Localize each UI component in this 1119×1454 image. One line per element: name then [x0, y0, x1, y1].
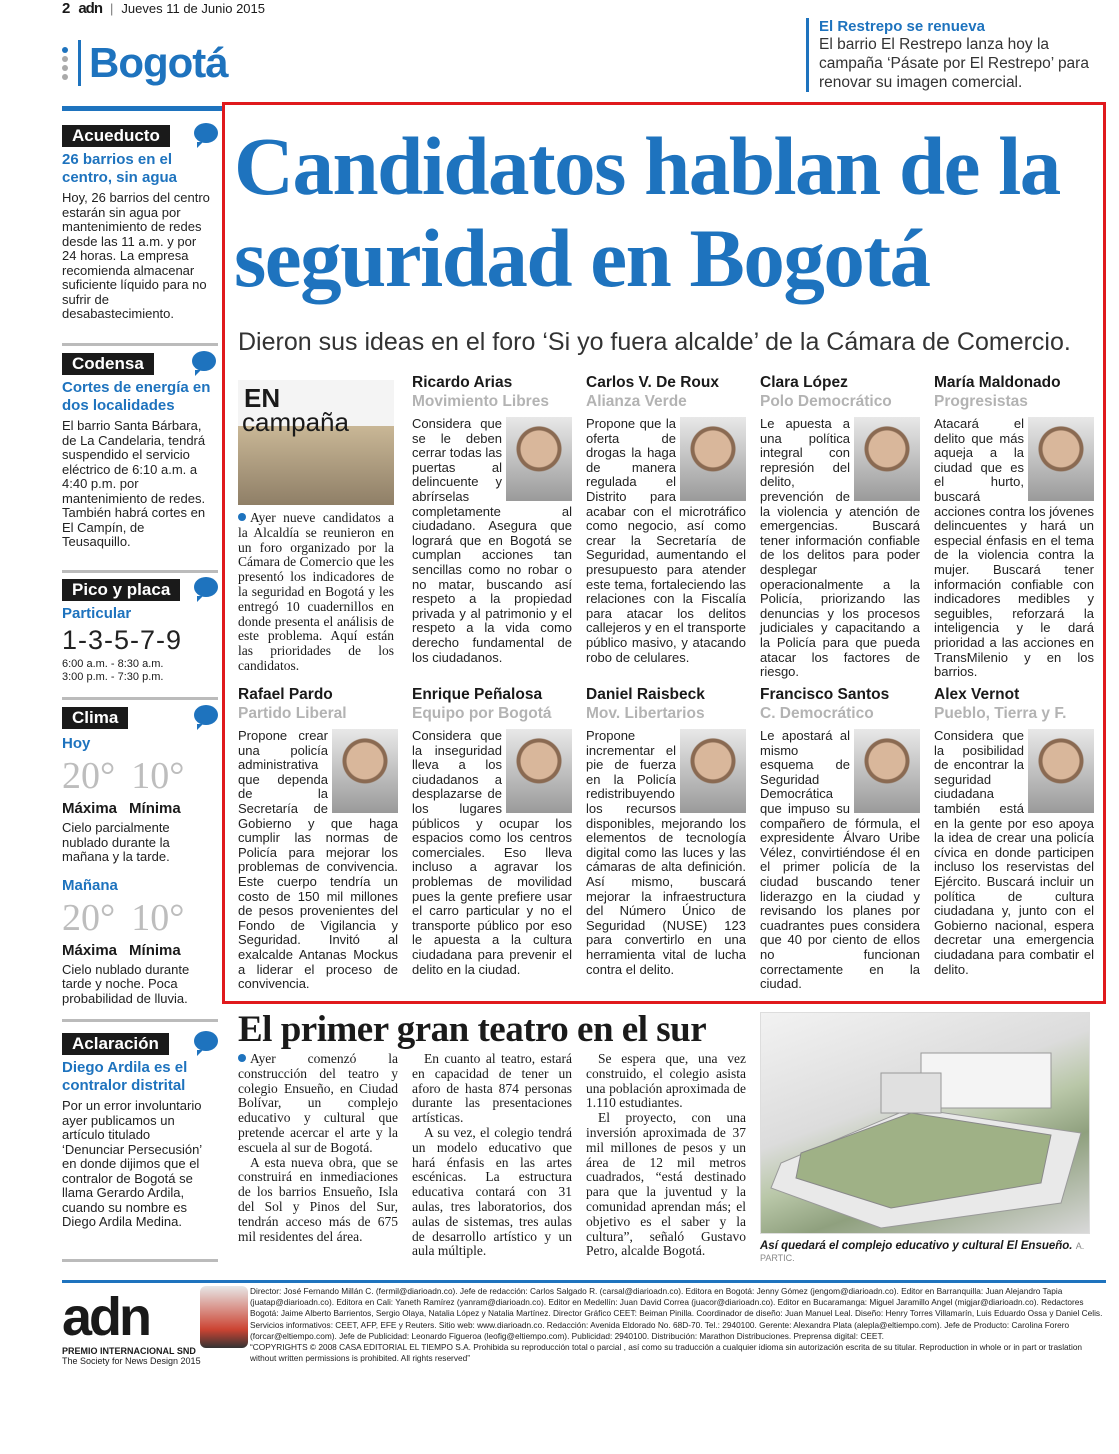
candidate-photo	[506, 729, 572, 813]
section-bar	[78, 40, 81, 86]
image-caption	[760, 1240, 1100, 1264]
subheadline: Dieron sus ideas en el foro ‘Si yo fuera alcalde’ de la Cámara de Comercio.	[238, 328, 1071, 356]
caption-text: Así quedará el complejo educativo y cultural El Ensueño.	[760, 1240, 1073, 1252]
paragraph	[238, 1052, 398, 1156]
candidate-body: Considera que la posibilidad de encontrar la seguridad ciudadana también está en la gente por eso apoya la idea de crear una policía cívica en donde participen incluso los reservistas del Ejército. Buscará incluir un política de cultura ciudadana y, junto con el Gobierno nacional, espera decretar una emergencia ciudadana para combatir el delito.	[934, 728, 1094, 977]
campana-label: campaña	[242, 407, 349, 437]
candidate-body: Le apostará al mismo esquema de Seguridad Democrática que impuso su compañero de fórmula, el expresidente Álvaro Uribe Vélez, convirtiéndose él en el primer policía de la ciudad buscando tener liderazgo en la ciudad y revisando los planes por cuadrantes pues considera que 40 por ciento de ellos no funcionan correctamente en la ciudad.	[760, 728, 920, 992]
speech-bubble-icon	[194, 123, 218, 143]
max-label: Máxima	[62, 800, 118, 817]
forecast-text: Cielo parcialmente nublado durante la mañana y la tarde.	[62, 820, 170, 864]
kicker: Cortes de energía en dos localidades	[62, 379, 211, 414]
candidate-party: Progresistas	[934, 393, 1028, 410]
candidate-body: Considera que la inseguridad lleva a los ciudadanos a desplazarse de los lugares públicos y ocupar los espacios como los centros comerciales. Eso lleva incluso a agravar los problemas de movilidad pues la gente prefiere usar el carro particular y no el transporte público por eso le apuesta a la cultura ciudadana para prevenir el delito en la ciudad.	[412, 728, 572, 977]
candidate-card	[412, 374, 572, 665]
candidate-name: María Maldonado	[934, 374, 1061, 391]
candidate-text	[760, 729, 920, 992]
teatro-column	[238, 1052, 398, 1244]
candidate-photo	[1028, 729, 1094, 813]
candidate-party: Alianza Verde	[586, 393, 687, 410]
candidate-card	[760, 686, 920, 992]
forecast-text: Cielo nublado durante tarde y noche. Poca probabilidad de lluvia.	[62, 961, 190, 1006]
candidate-body: Propone que la oferta de drogas la haga de manera regulada el Distrito para acabar con el microtráfico como negocio, así como crear la Secretaría de Seguridad, aumentando el presupuesto para atender este tema, fortaleciendo las relaciones con la Fiscalía para atacar los delitos callejeros y en el transporte público masivo, y atacando robo de celulares.	[586, 416, 746, 665]
section-dots-icon	[62, 47, 68, 80]
candidate-card	[934, 686, 1094, 977]
page-number: 2	[62, 0, 71, 17]
time-morning: 6:00 a.m. - 8:30 a.m.	[62, 658, 164, 670]
divider	[62, 343, 218, 346]
credits-text: Director: José Fernando Millán C. (fermil@diarioadn.co). Jefe de redacción: Carlos Salgado R. (carsal@diarioadn.co). Editora en Bogotá: Jenny Gómez (jengom@diarioadn.co). Editor en Barranquilla: Juan Alejandro Tapia (juatap@diarioadn.co). Editora en Cali: Yaneth Ramírez (yanram@diarioadn.co). Editor en Medellín: Juan David Correa (juacor@diarioadn.co). Editor en Bucaramanga: Miguel Jaramillo Angel (migjar@diarioadn.co). Redactores Bogotá: Jaime Alberto Barrientos, Sergio Olaya, Natalia López y Natalia Martínez. Director Gráfico CEET: Beiman Pinilla. Coordinador de diseño: Juan Manuel Leal. Diseño: Henry Torres Villamarín, Luis Eduardo Ossa y Daniel Celis. Servicios informativos: CEET, AFP, EFE y Reuters. Sitio web: www.diarioadn.co. Redacción: Avenida Eldorado No. 68D-70. Tel.: 2940100. Gerente: Alexandra Plata (alepla@eltiempo.com). Jefe de Producto: Carolina Forero (forcar@eltiempo.com). Jefe de Publicidad: Leonardo Figueroa (leofig@eltiempo.com). Publicidad: 2940100. Distribución: Marathon Distribuciones. Preprensa digital: CEET.	[250, 1286, 1103, 1341]
divider	[62, 570, 218, 573]
candidate-card	[760, 374, 920, 680]
candidate-text	[934, 729, 1094, 977]
today-temps	[62, 754, 212, 798]
plate-times	[62, 658, 212, 684]
candidate-text	[934, 417, 1094, 680]
footer-divider	[62, 1280, 1106, 1283]
candidate-card	[238, 686, 398, 992]
plate-numbers: 1-3-5-7-9	[62, 625, 183, 655]
campaign-image	[238, 380, 394, 505]
tomorrow-temps	[62, 896, 212, 940]
brief-body: El barrio Santa Bárbara, de La Candelaria, tendrá suspendido el servicio eléctrico de 6:10 a.m. a 4:40 p.m. por mantenimiento de redes. También habrá cortes en El Campín, de Teusaquillo.	[62, 418, 206, 549]
candidate-name: Carlos V. De Roux	[586, 374, 719, 391]
candidate-name: Enrique Peñalosa	[412, 686, 543, 703]
candidate-text	[586, 729, 746, 977]
candidate-body: Propone crear una policía administrativa que dependa de la Secretaría de Gobierno y que haga cumplir las normas de Policía para mejorar los problemas de convivencia. Este cuerpo tendría un costo de 150 mil millones de pesos provenientes del Fondo de Vigilancia y Seguridad. Invitó al exalcalde Antanas Mockus a liderar el proceso de convivencia.	[238, 728, 398, 992]
sidebar	[62, 106, 222, 1229]
temp-labels	[62, 800, 212, 817]
candidate-text	[238, 729, 398, 992]
teatro-column	[412, 1052, 572, 1259]
temp-max: 20°	[62, 896, 116, 939]
candidate-text	[760, 417, 920, 680]
candidate-card	[586, 374, 746, 665]
brief-body: Hoy, 26 barrios del centro estarán sin agua por mantenimiento de redes desde las 11 a.m. y por 24 horas. La empresa recomienda almacenar suficiente líquido para no sufrir de desabastecimiento.	[62, 190, 210, 321]
en-campana-block	[238, 380, 394, 674]
headline: Candidatos hablan de la seguridad en Bogotá	[234, 120, 1060, 304]
sidebar-pico-placa	[62, 579, 212, 684]
speech-bubble-icon	[192, 351, 216, 371]
temp-max: 20°	[62, 755, 116, 797]
temp-labels	[62, 942, 212, 959]
candidate-party: Polo Democrático	[760, 393, 892, 410]
divider	[62, 1019, 218, 1022]
candidate-text	[586, 417, 746, 665]
time-afternoon: 3:00 p.m. - 7:30 p.m.	[62, 671, 164, 683]
intro-text	[238, 511, 394, 674]
candidate-card	[586, 686, 746, 977]
tag-label: Pico y placa	[62, 579, 180, 601]
brief-body: Por un error involuntario ayer publicamos un artículo titulado ‘Denunciar Persecusión’ en donde dijimos que el contralor de Bogotá se llama Gerardo Ardila, cuando su nombre es Diego Ardila Medina.	[62, 1098, 202, 1229]
tag-label: Acueducto	[62, 125, 170, 147]
temp-min: 10°	[131, 755, 185, 797]
candidate-photo	[680, 729, 746, 813]
copyright-text: “COPYRIGHTS © 2008 CASA EDITORIAL EL TIEMPO S.A. Prohibida su reproducción total o parcial , así como su traducción a cualquier idioma sin autorización escrita de su titular. Reproduction in whole or in part or traslation without written permissions is prohibited. All rights reserved”	[250, 1342, 1083, 1364]
candidate-party: Partido Liberal	[238, 705, 347, 722]
building-illustration	[761, 1013, 1091, 1235]
candidate-name: Ricardo Arias	[412, 374, 513, 391]
kicker: Particular	[62, 605, 132, 622]
tag-label: Codensa	[62, 353, 154, 375]
temp-min: 10°	[131, 896, 185, 939]
award-line-1: PREMIO INTERNACIONAL SND	[62, 1346, 196, 1356]
min-label: Mínima	[129, 800, 181, 817]
section-header	[62, 38, 228, 88]
candidate-body: Propone incrementar el pie de fuerza en la Policía redistribuyendo los recursos disponibles, mejorando los elementos de tecnología digital como las luces y las cámaras de alta definición. Así mismo, buscará mejorar la infraestructura del Número Único de Seguridad (NUSE) 123 para convertirlo en una herramienta vital de lucha contra el delito.	[586, 728, 746, 977]
sidebar-clima	[62, 707, 212, 1006]
tag-label: Clima	[62, 707, 128, 729]
sidebar-aclaracion	[62, 1033, 212, 1230]
candidate-photo	[332, 729, 398, 813]
divider: |	[110, 0, 114, 16]
speech-bubble-icon	[194, 577, 218, 597]
architecture-render-image	[760, 1012, 1090, 1234]
small-logo: adn	[78, 0, 103, 17]
candidate-photo	[1028, 417, 1094, 501]
max-label: Máxima	[62, 941, 118, 959]
candidate-text	[412, 729, 572, 977]
candidate-body: Le apuesta a una política integral con represión del delito, prevención de la violencia y atención de emergencias. Buscará tener información confiable de los delitos para poder desplegar operacionalmente a la Policía, priorizando las denuncias y los procesos judiciales y capacitando a la Policía para que pueda atacar los factores de riesgo.	[760, 416, 920, 680]
candidate-photo	[506, 417, 572, 501]
section-title: Bogotá	[89, 39, 228, 86]
paragraph: A esta nueva obra, que se construirá en inmediaciones de los barrios Ensueño, Isla del Sol y Pinos del Sur, tendrán acceso más de 675 mil residentes del área.	[238, 1154, 398, 1244]
min-label: Mínima	[129, 941, 181, 959]
award-line-2: The Society for News Design 2015	[62, 1356, 201, 1366]
paragraph-text: Ayer comenzó la construcción del teatro y colegio Ensueño, en Ciudad Bolívar, un complejo educativo y cultural que pretende acercar el arte y la escuela al sur de Bogotá.	[238, 1051, 398, 1155]
photo-credit: A. PARTIC.	[760, 1241, 1085, 1263]
tomorrow-label: Mañana	[62, 876, 118, 894]
kicker: 26 barrios en el centro, sin agua	[62, 151, 178, 186]
candidate-card	[412, 686, 572, 977]
paragraph: Se espera que, una vez construido, el colegio asista una población aproximada de 1.110 estudiantes.	[586, 1051, 746, 1111]
paragraph: En cuanto al teatro, estará en capacidad de tener un aforo de hasta 874 personas durante las presentaciones artísticas.	[412, 1051, 572, 1126]
bullet-icon	[238, 513, 246, 521]
candidate-party: C. Democrático	[760, 705, 874, 722]
teaser-title: El Restrepo se renueva	[819, 18, 985, 35]
candidate-name: Daniel Raisbeck	[586, 686, 705, 703]
teatro-headline: El primer gran teatro en el sur	[238, 1009, 707, 1050]
candidate-photo	[854, 417, 920, 501]
anniversary-badge-icon	[200, 1286, 248, 1348]
bullet-icon	[238, 1054, 246, 1062]
candidate-name: Clara López	[760, 374, 848, 391]
tag-label: Aclaración	[62, 1033, 169, 1055]
adn-logo: adn	[62, 1287, 150, 1347]
teaser-box	[806, 18, 1106, 92]
candidate-party: Mov. Libertarios	[586, 705, 705, 722]
candidate-party: Pueblo, Tierra y F.	[934, 705, 1067, 722]
paragraph: A su vez, el colegio tendrá un modelo educativo que hará énfasis en las artes escénicas. La estructura educativa contará con 31 aulas, tres laboratorios, dos aulas de sistemas, tres aulas de desarrollo artístico y un aula múltiple.	[412, 1124, 572, 1259]
intro-body: Ayer nueve candidatos a la Alcaldía se reunieron en un foro organizado por la Cámara de Comercio que les presentó los indicadores de la seguridad en Bogotá y les entregó 10 cuadernillos en donde presenta el análisis de este problema. Aquí están las prioridades de los candidatos.	[238, 510, 394, 673]
candidate-party: Equipo por Bogotá	[412, 705, 552, 722]
speech-bubble-icon	[194, 1031, 218, 1051]
candidate-body: Atacará el delito que más aqueja a la ciudad que es el hurto, buscará acciones contra los jóvenes delincuentes y hará un especial énfasis en el tema de la violencia contra la mujer. Buscará tener información confiable con indicadores medibles y seguibles, reforzará la inteligencia y le dará prioridad a las acciones en TransMilenio y en los barrios.	[934, 416, 1094, 680]
top-bar	[62, 0, 265, 16]
candidate-photo	[680, 417, 746, 501]
paragraph: El proyecto, con una inversión aproximada de 37 mil millones de pesos y un área de 12 mil metros cuadrados, “está destinado para que la juventud y la comunidad aprendan más; el objetivo es el saber y la cultura”, señaló Gustavo Petro, alcalde Bogotá.	[586, 1110, 746, 1259]
teaser-text: El barrio El Restrepo lanza hoy la campaña ‘Pásate por El Restrepo’ para renovar su imagen comercial.	[819, 36, 1089, 91]
candidate-body: Considera que se le deben cerrar todas las puertas al delincuente y abrírselas completamente al ciudadano. Asegura que logrará que en Bogotá se cumplan acciones tan sencillas como no robar o no matar, buscando así respeto a la propiedad privada y al patrimonio y el respeto a la vida como derecho fundamental de los ciudadanos.	[412, 416, 572, 665]
candidate-party: Movimiento Libres	[412, 393, 549, 410]
divider	[62, 1259, 218, 1262]
sidebar-acueducto	[62, 125, 212, 322]
candidate-name: Rafael Pardo	[238, 686, 333, 703]
divider	[62, 697, 218, 700]
candidate-card	[934, 374, 1094, 680]
candidate-text	[412, 417, 572, 665]
en-label: EN	[244, 383, 281, 413]
sidebar-codensa	[62, 353, 212, 550]
today-label: Hoy	[62, 735, 91, 752]
masthead-credits	[250, 1286, 1106, 1364]
candidate-name: Alex Vernot	[934, 686, 1020, 703]
speech-bubble-icon	[194, 705, 218, 725]
teatro-column	[586, 1052, 746, 1259]
issue-date: Jueves 11 de Junio 2015	[121, 0, 265, 16]
kicker: Diego Ardila es el contralor distrital	[62, 1059, 188, 1094]
candidate-name: Francisco Santos	[760, 686, 890, 703]
candidate-photo	[854, 729, 920, 813]
